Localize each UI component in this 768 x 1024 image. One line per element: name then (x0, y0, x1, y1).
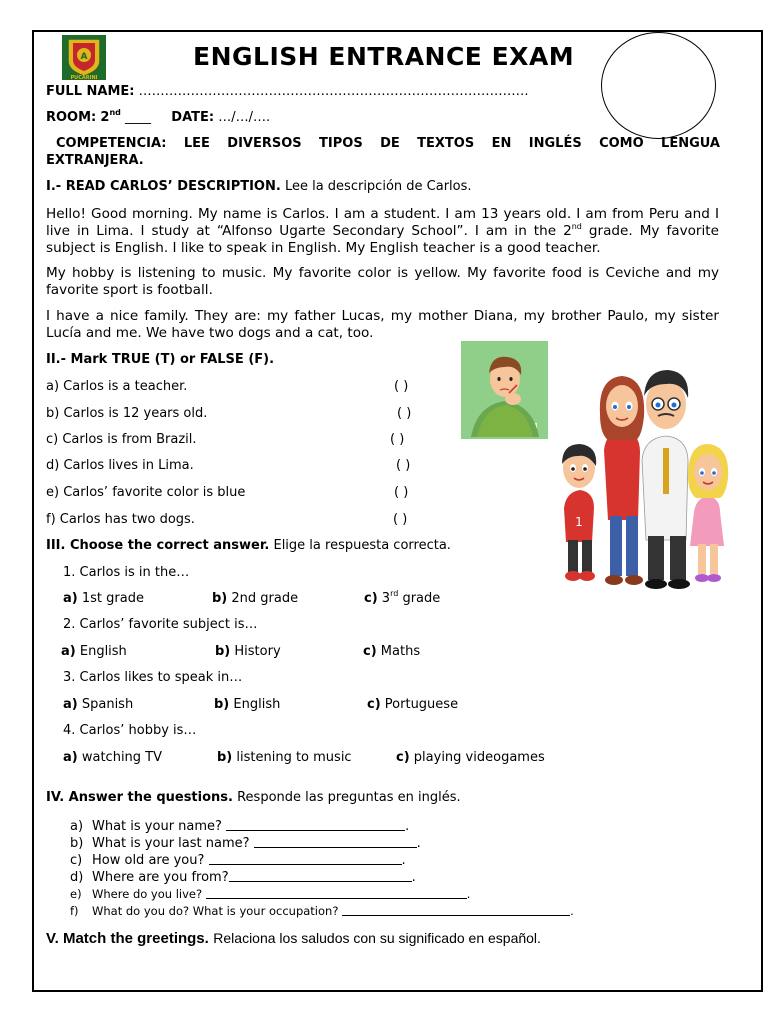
section1-heading-line (46, 179, 472, 194)
exam-title: ENGLISH ENTRANCE EXAM (193, 42, 575, 71)
answer-row-b: b) What is your last name? . (70, 836, 421, 851)
answer-row-a: a) What is your name? . (70, 819, 410, 834)
tf-item-e: e) Carlos’ favorite color is blue (46, 485, 246, 500)
reading-paragraph-1: Hello! Good morning. My name is Carlos. I am a student. I am 13 years old. I am from Peru and I live in Lima. I study at “Alfonso Ugarte Secondary School”. I am in the 2nd grade. My favorite subject is English. I like to speak in English. My English teacher is a good teacher. (46, 206, 719, 256)
tf-item-c: c) Carlos is from Brazil. (46, 432, 197, 447)
answer-field-c[interactable] (209, 852, 402, 865)
full-name-label: FULL NAME: (46, 84, 135, 99)
answer-row-c: c) How old are you? . (70, 853, 406, 868)
answer-field-a[interactable] (226, 818, 405, 831)
tf-item-f: f) Carlos has two dogs. (46, 512, 195, 527)
answer-field-d[interactable] (229, 869, 412, 882)
answer-field-b[interactable] (254, 835, 417, 848)
thinking-boy-illustration (457, 337, 553, 443)
section5-heading: V. Match the greetings. (46, 930, 209, 947)
mc-option-1a[interactable]: a) 1st grade (63, 591, 144, 606)
mc-question-1: 1. Carlos is in the… (63, 565, 190, 580)
mc-option-4b[interactable]: b) listening to music (217, 750, 352, 765)
answer-row-d: d) Where are you from? . (70, 870, 416, 885)
room-value: 2nd (100, 108, 121, 125)
section4-instruction: Responde las preguntas en inglés. (237, 790, 461, 805)
mc-option-1b[interactable]: b) 2nd grade (212, 591, 299, 606)
mc-question-2: 2. Carlos’ favorite subject is… (63, 617, 258, 632)
section3-instruction: Elige la respuesta correcta. (273, 538, 451, 553)
section4-heading: IV. Answer the questions. (46, 790, 233, 805)
section1-instruction: Lee la descripción de Carlos. (284, 179, 472, 194)
section2-heading: II.- Mark TRUE (T) or FALSE (F). (46, 352, 275, 367)
answer-field-e[interactable] (206, 886, 467, 899)
logo-text: PUCARINI (70, 75, 98, 80)
room-label: ROOM: (46, 110, 97, 125)
section1-heading: I.- READ CARLOS’ DESCRIPTION. (46, 179, 281, 194)
mc-option-3a[interactable]: a) Spanish (63, 697, 134, 712)
tf-box-c[interactable]: ( ) (390, 432, 405, 447)
section4-heading-line (46, 790, 461, 805)
mc-option-1c[interactable]: c) 3rd grade (364, 589, 441, 606)
section5-instruction: Relaciona los saludos con su significado en español. (213, 930, 541, 946)
mc-question-3: 3. Carlos likes to speak in… (63, 670, 243, 685)
full-name-line (46, 84, 529, 99)
family-illustration (548, 340, 732, 595)
answer-row-e: e) Where do you live? . (70, 887, 471, 901)
svg-text:A: A (80, 52, 88, 62)
full-name-dots[interactable]: ……………………………………………………………………………… (138, 84, 529, 99)
school-crest-logo (62, 35, 106, 80)
tf-box-e[interactable]: ( ) (394, 485, 409, 500)
tf-box-d[interactable]: ( ) (396, 458, 411, 473)
reading-paragraph-3: I have a nice family. They are: my father Lucas, my mother Diana, my brother Paulo, my sister Lucía and me. We have two dogs and a cat, too. (46, 308, 719, 341)
mc-question-4: 4. Carlos’ hobby is… (63, 723, 197, 738)
answer-field-f[interactable] (342, 903, 570, 916)
reading-paragraph-2: My hobby is listening to music. My favorite color is yellow. My favorite food is Ceviche and my favorite sport is football. (46, 265, 719, 298)
mc-option-2a[interactable]: a) English (61, 644, 127, 659)
mc-option-2b[interactable]: b) History (215, 644, 281, 659)
room-blank[interactable]: ____ (125, 110, 151, 125)
room-date-line (46, 110, 270, 125)
section5-heading-line (46, 930, 541, 947)
photo-circle (601, 32, 716, 139)
section3-heading-line (46, 538, 451, 553)
mc-option-3c[interactable]: c) Portuguese (367, 697, 459, 712)
competencia-line1: COMPETENCIA: LEE DIVERSOS TIPOS DE TEXTOS EN INGLÉS COMO LENGUA (56, 136, 720, 151)
date-label: DATE: (171, 110, 215, 125)
tf-item-b: b) Carlos is 12 years old. (46, 406, 208, 421)
mc-option-4c[interactable]: c) playing videogames (396, 750, 545, 765)
tf-box-f[interactable]: ( ) (393, 512, 408, 527)
section3-heading: III. Choose the correct answer. (46, 538, 270, 553)
mc-option-3b[interactable]: b) English (214, 697, 281, 712)
tf-item-a: a) Carlos is a teacher. (46, 379, 188, 394)
competencia-line2: EXTRANJERA. (46, 153, 144, 168)
svg-text:1: 1 (575, 515, 583, 529)
tf-item-d: d) Carlos lives in Lima. (46, 458, 194, 473)
tf-box-b[interactable]: ( ) (397, 406, 412, 421)
date-value[interactable]: …/…/…. (218, 110, 271, 125)
tf-box-a[interactable]: ( ) (394, 379, 409, 394)
mc-option-2c[interactable]: c) Maths (363, 644, 421, 659)
mc-option-4a[interactable]: a) watching TV (63, 750, 163, 765)
answer-row-f: f) What do you do? What is your occupation? . (70, 904, 574, 918)
